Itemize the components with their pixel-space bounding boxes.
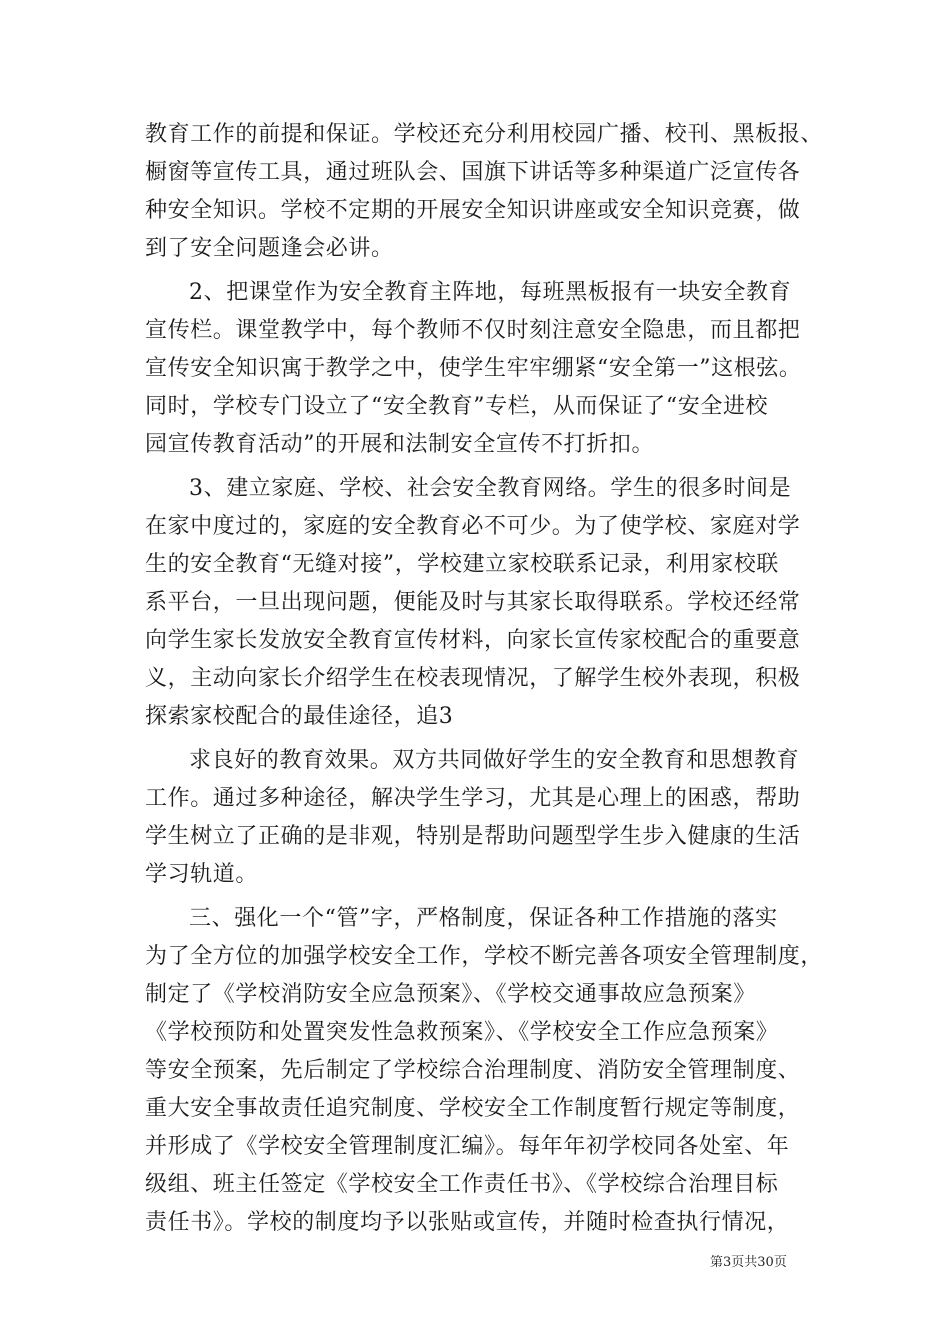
text-line: 并形成了《学校安全管理制度汇编》。每年年初学校同各处室、年 (145, 1134, 790, 1159)
text-line: 同时，学校专门设立了“安全教育”专栏，从而保证了“安全进校 (145, 394, 769, 419)
text-line: 3、建立家庭、学校、社会安全教育网络。学生的很多时间是 (189, 476, 792, 501)
text-line: 2、把课堂作为安全教育主阵地，每班黑板报有一块安全教育 (189, 280, 792, 305)
text-line: 级组、班主任签定《学校安全工作责任书》、《学校综合治理目标 (145, 1172, 779, 1197)
text-line: 学习轨道。 (145, 862, 259, 887)
text-line: 系平台，一旦出现问题，便能及时与其家长取得联系。学校还经常 (145, 590, 801, 615)
text-line: 宣传栏。课堂教学中，每个教师不仅时刻注意安全隐患，而且都把 (145, 318, 801, 343)
text-line: 生的安全教育“无缝对接”，学校建立家校联系记录，利用家校联 (145, 552, 779, 577)
text-line: 橱窗等宣传工具，通过班队会、国旗下讲话等多种渠道广泛宣传各 (145, 160, 801, 185)
text-line: 重大安全事故责任追究制度、学校安全工作制度暂行规定等制度， (145, 1096, 801, 1121)
text-line: 求良好的教育效果。双方共同做好学生的安全教育和思想教育 (189, 748, 800, 773)
section-heading: 三、强化一个“管”字，严格制度，保证各种工作措施的落实 (189, 906, 778, 931)
text-line: 等安全预案，先后制定了学校综合治理制度、消防安全管理制度、 (145, 1058, 801, 1083)
text-line: 在家中度过的，家庭的安全教育必不可少。为了使学校、家庭对学 (145, 514, 801, 539)
paragraph-2 (145, 274, 825, 464)
document-body (145, 116, 825, 1242)
text-line: 种安全知识。学校不定期的开展安全知识讲座或安全知识竞赛，做 (145, 198, 801, 223)
text-line: 责任书》。学校的制度均予以张贴或宣传，并随时检查执行情况， (145, 1210, 790, 1235)
text-line: 为了全方位的加强学校安全工作，学校不断完善各项安全管理制度， (145, 944, 824, 969)
page-number: 第3页共30页 (710, 1255, 787, 1270)
text-line: 宣传安全知识寓于教学之中，使学生牢牢绷紧“安全第一”这根弦。 (145, 356, 802, 381)
paragraph-5 (145, 900, 825, 1242)
text-line: 到了安全问题逢会必讲。 (145, 236, 394, 261)
text-line: 学生树立了正确的是非观，特别是帮助问题型学生步入健康的生活 (145, 824, 801, 849)
text-line: 园宣传教育活动”的开展和法制安全宣传不打折扣。 (145, 432, 655, 457)
paragraph-4 (145, 742, 825, 894)
text-line: 向学生家长发放安全教育宣传材料，向家长宣传家校配合的重要意 (145, 628, 801, 653)
paragraph-3 (145, 470, 825, 736)
text-line: 教育工作的前提和保证。学校还充分利用校园广播、校刊、黑板报、 (145, 122, 824, 147)
text-line: 《学校预防和处置突发性急救预案》、《学校安全工作应急预案》 (145, 1020, 779, 1045)
text-line: 探索家校配合的最佳途径，追3 (145, 704, 454, 729)
paragraph-1 (145, 116, 825, 268)
text-line: 义，主动向家长介绍学生在校表现情况，了解学生校外表现，积极 (145, 666, 801, 691)
text-line: 制定了《学校消防安全应急预案》、《学校交通事故应急预案》 (145, 982, 756, 1007)
text-line: 工作。通过多种途径，解决学生学习，尤其是心理上的困惑，帮助 (145, 786, 801, 811)
